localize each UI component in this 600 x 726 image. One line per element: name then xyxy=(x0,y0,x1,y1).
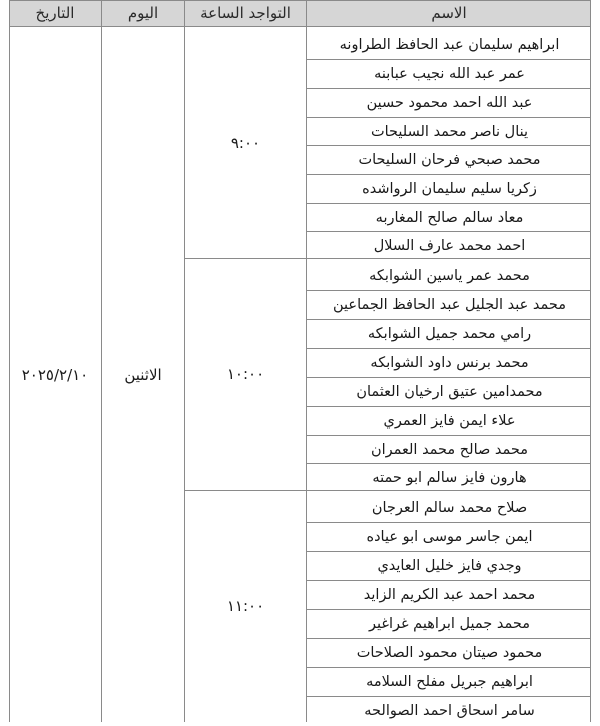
grid-line xyxy=(306,174,591,175)
grid-line xyxy=(306,59,591,60)
name-row: محمد صبحي فرحان السليحات xyxy=(358,152,541,168)
day-cell: الاثنين xyxy=(124,365,162,384)
name-row: زكريا سليم سليمان الرواشده xyxy=(362,181,537,197)
grid-line xyxy=(306,88,591,89)
grid-line xyxy=(306,551,591,552)
grid-line xyxy=(306,638,591,639)
header-time: التواجد الساعة xyxy=(185,0,306,26)
name-row: محمد احمد عبد الكريم الزايد xyxy=(363,587,536,603)
grid-line xyxy=(306,406,591,407)
grid-line xyxy=(306,580,591,581)
grid-line xyxy=(306,435,591,436)
grid-line xyxy=(306,0,307,722)
grid-line xyxy=(306,290,591,291)
name-row: احمد محمد عارف السلال xyxy=(373,238,526,254)
grid-line xyxy=(184,258,591,259)
grid-line xyxy=(184,0,185,722)
schedule-table xyxy=(9,0,591,722)
name-row: محمد عمر ياسين الشوابكه xyxy=(369,268,530,284)
name-row: رامي محمد جميل الشوابكه xyxy=(367,326,532,342)
time-cell: ٩:٠٠ xyxy=(230,133,261,152)
header-date: التاريخ xyxy=(9,0,101,26)
grid-line xyxy=(306,348,591,349)
grid-line xyxy=(9,0,10,722)
name-row: وجدي فايز خليل العايدي xyxy=(377,558,522,574)
name-row: علاء ايمن فايز العمري xyxy=(383,413,516,429)
name-row: محمود صيتان محمود الصلاحات xyxy=(356,645,543,661)
grid-line xyxy=(306,522,591,523)
name-row: محمدامين عتيق ارخيان العثمان xyxy=(356,384,543,400)
name-row: ينال ناصر محمد السليحات xyxy=(370,124,529,140)
grid-line xyxy=(306,231,591,232)
grid-line xyxy=(590,0,591,722)
grid-line xyxy=(306,319,591,320)
name-row: محمد عبد الجليل عبد الحافظ الجماعين xyxy=(333,297,566,313)
grid-line xyxy=(9,26,591,27)
name-row: محمد جميل ابراهيم غراغير xyxy=(369,616,530,632)
name-row: صلاح محمد سالم العرجان xyxy=(371,500,528,516)
name-row: محمد برنس داود الشوابكه xyxy=(370,355,529,371)
grid-line xyxy=(306,117,591,118)
grid-line xyxy=(306,145,591,146)
name-row: محمد صالح محمد العمران xyxy=(370,442,529,458)
time-cell: ١١:٠٠ xyxy=(226,597,265,615)
header-name: الاسم xyxy=(307,0,591,26)
name-row: معاد سالم صالح المغاربه xyxy=(375,210,524,226)
grid-line xyxy=(306,203,591,204)
name-row: ايمن جاسر موسى ابو عياده xyxy=(366,529,533,545)
grid-line xyxy=(101,0,102,722)
grid-line xyxy=(9,0,591,1)
header-day: اليوم xyxy=(102,0,184,26)
name-row: عمر عبد الله نجيب عبابنه xyxy=(374,66,525,82)
name-row: عبد الله احمد محمود حسين xyxy=(366,95,533,111)
name-row: سامر اسحاق احمد الصوالحه xyxy=(364,703,535,719)
grid-line xyxy=(306,667,591,668)
date-cell: ٢٠٢٥/٢/١٠ xyxy=(21,365,89,384)
name-row: هارون فايز سالم ابو حمته xyxy=(372,470,527,486)
time-cell: ١٠:٠٠ xyxy=(226,365,265,383)
name-row: ابراهيم سليمان عبد الحافظ الطراونه xyxy=(339,37,560,53)
grid-line xyxy=(306,696,591,697)
grid-line xyxy=(306,609,591,610)
grid-line xyxy=(306,463,591,464)
grid-line xyxy=(306,377,591,378)
grid-line xyxy=(184,490,591,491)
name-row: ابراهيم جبريل مفلح السلامه xyxy=(366,674,533,690)
